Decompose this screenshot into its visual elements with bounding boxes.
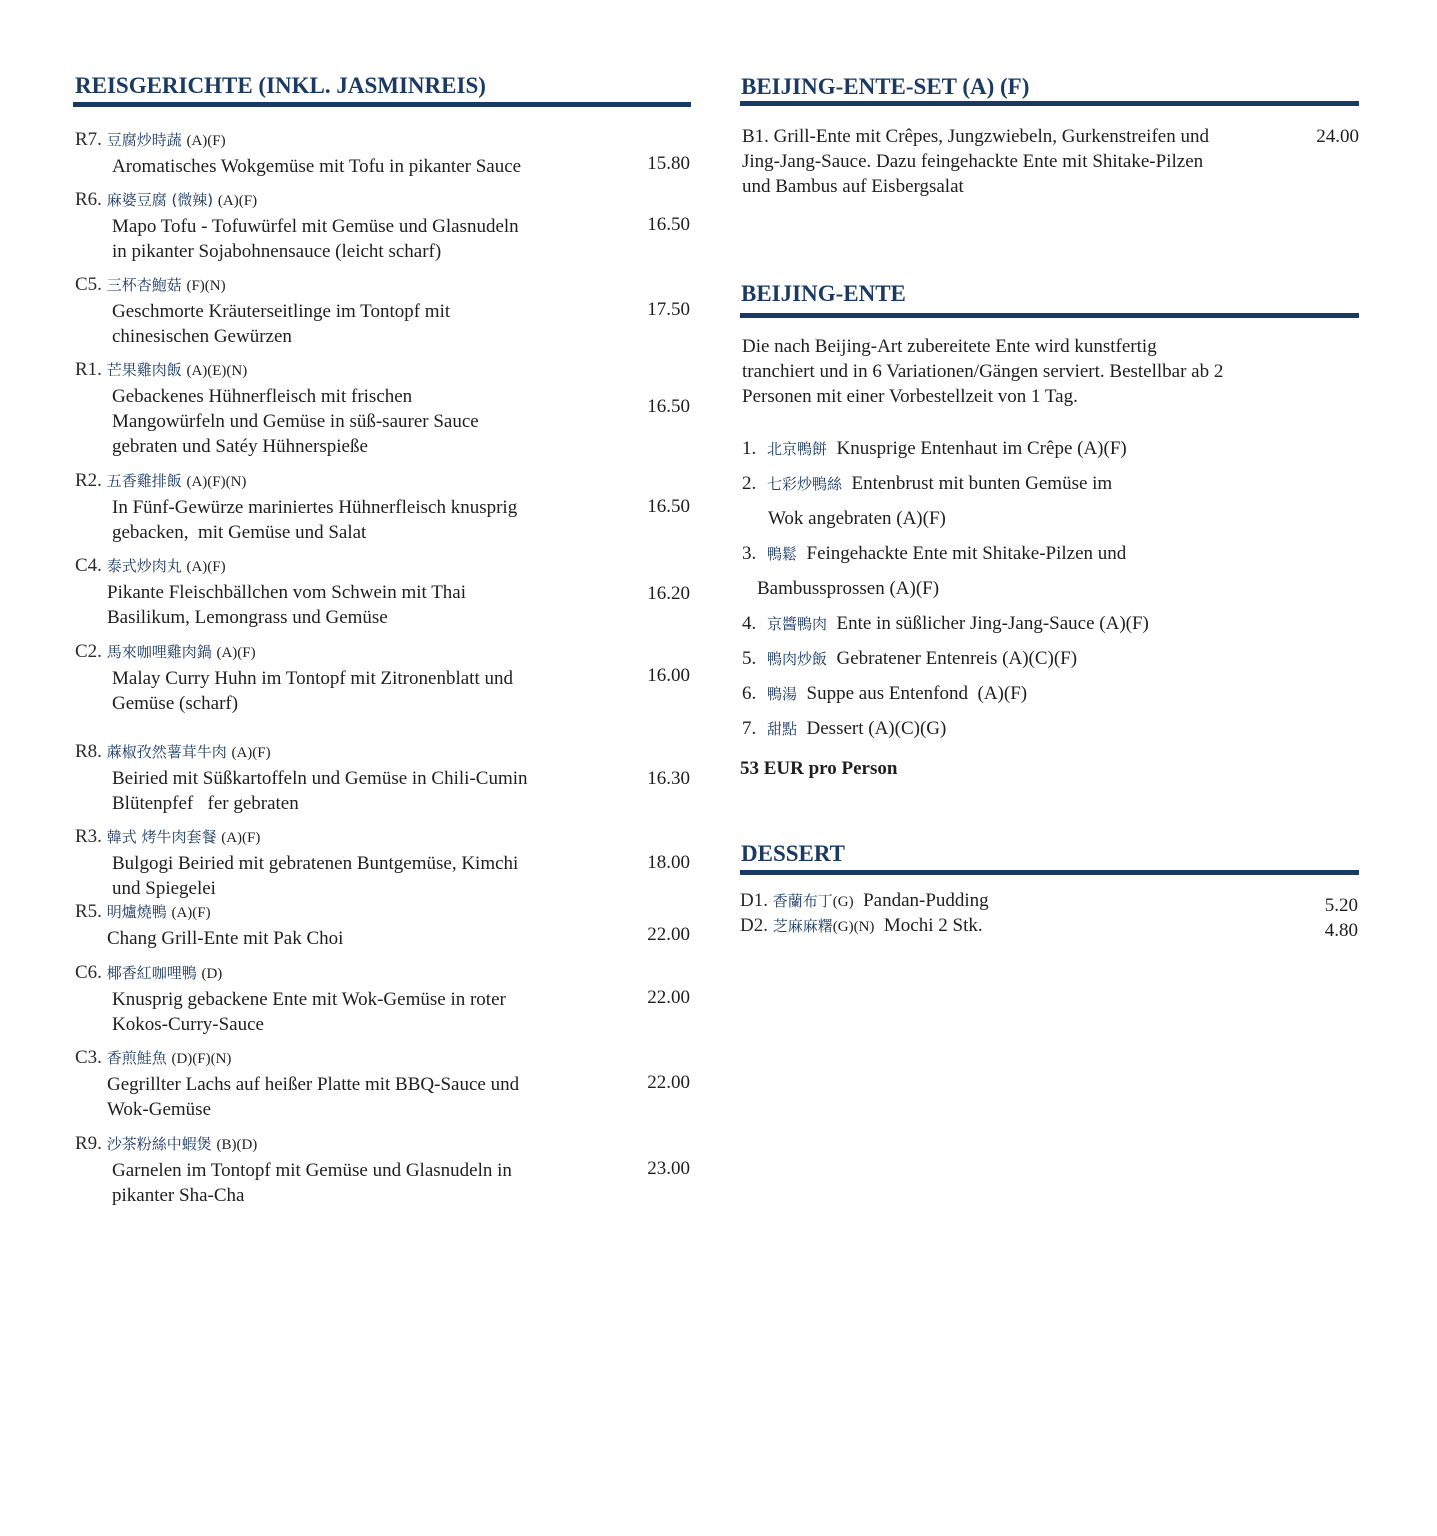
reis-item-chinese-name: 五香雞排飯 (106, 472, 182, 490)
ente-course (742, 541, 1126, 567)
reis-item-chinese-name: 沙茶粉絲中蝦煲 (106, 1135, 212, 1153)
set-desc-line: B1. Grill-Ente mit Crêpes, Jungzwiebeln, Gurkenstreifen und (742, 126, 1209, 147)
reis-item-allergens: (D)(F)(N) (171, 1051, 232, 1067)
reis-item (75, 899, 635, 951)
ente-course-chinese-name: 鴨湯 (767, 685, 798, 703)
reis-item-chinese-name: 麻婆豆腐 (微辣) (106, 191, 214, 209)
ente-course (742, 471, 1112, 497)
reis-item-code: R3. (75, 826, 102, 847)
reis-item-code: R6. (75, 189, 102, 210)
reis-item-desc-line: Beiried mit Süßkartoffeln und Gemüse in Chili-Cumin (112, 768, 528, 789)
set-desc-line: Jing-Jang-Sauce. Dazu feingehackte Ente mit Shitake-Pilzen (742, 151, 1204, 172)
reis-item-allergens: (A)(F) (186, 559, 226, 575)
reis-item-code: R5. (75, 901, 102, 922)
reis-item-allergens: (B)(D) (216, 1137, 258, 1153)
reis-item-desc-line: Gebackenes Hühnerfleisch mit frischen (112, 386, 413, 407)
reis-item-chinese-name: 韓式 烤牛肉套餐 (106, 828, 217, 846)
ente-course-number: 4. (742, 613, 757, 634)
reis-item-desc-line: Kokos-Curry-Sauce (112, 1014, 264, 1035)
ente-course-text: Suppe aus Entenfond (A)(F) (806, 683, 1028, 704)
dessert-item-allergens: (G)(N) (832, 919, 875, 935)
reis-item-price: 17.50 (647, 299, 690, 320)
reis-item-desc-line: Geschmorte Kräuterseitlinge im Tontopf mit (112, 301, 451, 322)
reis-item-head (75, 187, 635, 214)
reis-item-desc-line: und Spiegelei (112, 878, 216, 899)
reis-item-head (75, 468, 635, 495)
reis-item-desc-line: Bulgogi Beiried mit gebratenen Buntgemüse, Kimchi (112, 853, 519, 874)
reis-item-head (75, 272, 635, 299)
ente-course (742, 436, 1127, 462)
ente-course-text: Dessert (A)(C)(G) (806, 718, 947, 739)
reis-item-chinese-name: 泰式炒肉丸 (106, 557, 182, 575)
ente-intro-line: tranchiert und in 6 Variationen/Gängen serviert. Bestellbar ab 2 (742, 361, 1224, 382)
set-title-rule (740, 101, 1359, 106)
reis-item (75, 1045, 635, 1122)
dessert-item-chinese-name: 香蘭布丁 (772, 892, 833, 910)
reis-item-desc-line: Garnelen im Tontopf mit Gemüse und Glasnudeln in (112, 1160, 512, 1181)
reis-item-allergens: (A)(F) (171, 905, 211, 921)
reis-item-desc-line: Mangowürfeln und Gemüse in süß-saurer Sauce (112, 411, 479, 432)
reis-item-price: 22.00 (647, 924, 690, 945)
dessert-item-code: D2. (740, 915, 768, 936)
ente-title-rule (740, 313, 1359, 318)
ente-price-note: 53 EUR pro Person (740, 758, 898, 779)
dessert-item-code: D1. (740, 890, 768, 911)
reis-item-allergens: (A)(F) (216, 645, 256, 661)
reis-title-rule (73, 102, 691, 107)
reis-item-desc-line: chinesischen Gewürzen (112, 326, 292, 347)
reis-item-allergens: (A)(F) (217, 193, 258, 209)
reis-item-code: C4. (75, 555, 102, 576)
reis-item (75, 272, 635, 349)
reis-item-chinese-name: 豆腐炒時蔬 (106, 131, 182, 149)
reis-item-price: 18.00 (647, 852, 690, 873)
reis-item-chinese-name: 椰香紅咖哩鴨 (106, 964, 197, 982)
reis-item-desc-line: Blütenpfef fer gebraten (112, 793, 299, 814)
reis-item-head (75, 1131, 635, 1158)
reis-item (75, 187, 635, 264)
reis-item-desc-line: Mapo Tofu - Tofuwürfel mit Gemüse und Glasnudeln (112, 216, 519, 237)
reis-item-desc-line: Knusprig gebackene Ente mit Wok-Gemüse in roter (112, 989, 506, 1010)
dessert-item (740, 888, 989, 915)
reis-item (75, 357, 635, 459)
reis-item-desc-line: Aromatisches Wokgemüse mit Tofu in pikanter Sauce (112, 156, 522, 177)
reis-item-head (75, 899, 635, 926)
reis-item-price: 15.80 (647, 153, 690, 174)
reis-item-price: 16.20 (647, 583, 690, 604)
dessert-item-desc: Mochi 2 Stk. (883, 915, 983, 936)
reis-item-code: C6. (75, 962, 102, 983)
reis-item-allergens: (A)(E)(N) (186, 363, 248, 379)
set-section-title: BEIJING-ENTE-SET (A) (F) (741, 74, 1030, 99)
reis-item-price: 23.00 (647, 1158, 690, 1179)
ente-course-number: 2. (742, 473, 757, 494)
reis-item (75, 639, 635, 716)
ente-course-text: Wok angebraten (A)(F) (768, 508, 946, 529)
reis-item (75, 1131, 635, 1208)
reis-item (75, 553, 635, 630)
reis-item-code: R2. (75, 470, 102, 491)
reis-item-price: 22.00 (647, 987, 690, 1008)
reis-section-title: REISGERICHTE (INKL. JASMINREIS) (75, 73, 486, 98)
ente-course-text: Ente in süßlicher Jing-Jang-Sauce (A)(F) (836, 613, 1149, 634)
ente-section-title: BEIJING-ENTE (741, 281, 906, 306)
reis-item-desc-line: Gegrillter Lachs auf heißer Platte mit BBQ-Sauce und (107, 1074, 520, 1095)
reis-item-head (75, 1045, 635, 1072)
reis-item-code: R8. (75, 741, 102, 762)
dessert-item (740, 913, 983, 940)
ente-course-text: Feingehackte Ente mit Shitake-Pilzen und (806, 543, 1127, 564)
reis-item-head (75, 127, 635, 154)
dessert-section-title: DESSERT (741, 841, 846, 866)
ente-course-chinese-name: 甜點 (767, 720, 798, 738)
reis-item-price: 22.00 (647, 1072, 690, 1093)
set-item-price: 24.00 (1316, 126, 1359, 147)
ente-course (757, 576, 939, 601)
reis-item-desc-line: Basilikum, Lemongrass und Gemüse (107, 607, 388, 628)
reis-item (75, 127, 635, 179)
ente-course (768, 506, 946, 531)
reis-item-head (75, 739, 635, 766)
reis-item-desc-line: Pikante Fleischbällchen vom Schwein mit Thai (107, 582, 467, 603)
reis-item-allergens: (F)(N) (186, 278, 226, 294)
dessert-item-allergens: (G) (832, 894, 854, 910)
reis-item-head (75, 824, 635, 851)
ente-intro-line: Die nach Beijing-Art zubereitete Ente wird kunstfertig (742, 336, 1157, 357)
reis-item-price: 16.00 (647, 665, 690, 686)
reis-item-chinese-name: 香煎鮭魚 (106, 1049, 167, 1067)
ente-course-number: 1. (742, 438, 757, 459)
reis-item-desc-line: pikanter Sha-Cha (112, 1185, 245, 1206)
reis-item-allergens: (A)(F) (221, 830, 261, 846)
reis-item-price: 16.50 (647, 396, 690, 417)
set-item-desc (742, 124, 1302, 199)
reis-item-allergens: (A)(F)(N) (186, 474, 247, 490)
ente-course-number: 6. (742, 683, 757, 704)
ente-course-text: Gebratener Entenreis (A)(C)(F) (836, 648, 1078, 669)
reis-item-desc-line: in pikanter Sojabohnensauce (leicht scharf) (112, 241, 442, 262)
reis-item-chinese-name: 芒果雞肉飯 (106, 361, 182, 379)
ente-course-chinese-name: 七彩炒鴨絲 (767, 475, 843, 493)
reis-item-allergens: (A)(F) (231, 745, 271, 761)
ente-course-text: Entenbrust mit bunten Gemüse im (851, 473, 1113, 494)
ente-course (742, 611, 1149, 637)
ente-course (742, 646, 1077, 672)
reis-item-head (75, 357, 635, 384)
dessert-title-rule (740, 870, 1359, 875)
reis-item (75, 468, 635, 545)
reis-item-chinese-name: 馬來咖哩雞肉鍋 (106, 643, 212, 661)
ente-intro-line: Personen mit einer Vorbestellzeit von 1 Tag. (742, 386, 1078, 407)
ente-course-number: 7. (742, 718, 757, 739)
reis-item-desc-line: Gemüse (scharf) (112, 693, 239, 714)
ente-course-chinese-name: 北京鴨餅 (767, 440, 828, 458)
dessert-item-chinese-name: 芝麻麻糬 (772, 917, 833, 935)
reis-item-desc-line: gebraten und Satéy Hühnerspieße (112, 436, 368, 457)
reis-item-head (75, 960, 635, 987)
reis-item-code: R9. (75, 1133, 102, 1154)
ente-course (742, 681, 1027, 707)
dessert-item-price: 4.80 (1324, 920, 1358, 941)
reis-item-allergens: (D) (201, 966, 223, 982)
reis-item-desc-line: In Fünf-Gewürze mariniertes Hühnerfleisch knusprig (112, 497, 518, 518)
reis-item-head (75, 553, 635, 580)
ente-course (742, 716, 946, 742)
reis-item-desc-line: Malay Curry Huhn im Tontopf mit Zitronenblatt und (112, 668, 513, 689)
reis-item (75, 739, 635, 816)
reis-item-price: 16.50 (647, 214, 690, 235)
reis-item-code: R1. (75, 359, 102, 380)
ente-course-number: 5. (742, 648, 757, 669)
reis-item (75, 824, 635, 901)
reis-item-desc-line: gebacken, mit Gemüse und Salat (112, 522, 367, 543)
dessert-item-price: 5.20 (1324, 895, 1358, 916)
reis-item-code: C5. (75, 274, 102, 295)
ente-course-number: 3. (742, 543, 757, 564)
set-desc-line: und Bambus auf Eisbergsalat (742, 176, 964, 197)
ente-course-text: Bambussprossen (A)(F) (757, 578, 940, 599)
ente-course-chinese-name: 京醬鴨肉 (767, 615, 828, 633)
reis-item-code: C3. (75, 1047, 102, 1068)
reis-item-chinese-name: 三杯杏鮑菇 (106, 276, 182, 294)
reis-item-price: 16.50 (647, 496, 690, 517)
ente-intro (742, 334, 1352, 409)
ente-course-chinese-name: 鴨鬆 (767, 545, 798, 563)
reis-item-chinese-name: 蔴椒孜然薯茸牛肉 (106, 743, 227, 761)
reis-item-price: 16.30 (647, 768, 690, 789)
reis-item-desc-line: Wok-Gemüse (107, 1099, 211, 1120)
ente-course-text: Knusprige Entenhaut im Crêpe (A)(F) (836, 438, 1127, 459)
reis-item-desc-line: Chang Grill-Ente mit Pak Choi (107, 928, 344, 949)
reis-item-head (75, 639, 635, 666)
reis-item-code: C2. (75, 641, 102, 662)
reis-item-code: R7. (75, 129, 102, 150)
reis-item (75, 960, 635, 1037)
reis-item-allergens: (A)(F) (186, 133, 226, 149)
dessert-item-desc: Pandan-Pudding (863, 890, 989, 911)
ente-course-chinese-name: 鴨肉炒飯 (767, 650, 828, 668)
reis-item-chinese-name: 明爐燒鴨 (106, 903, 167, 921)
